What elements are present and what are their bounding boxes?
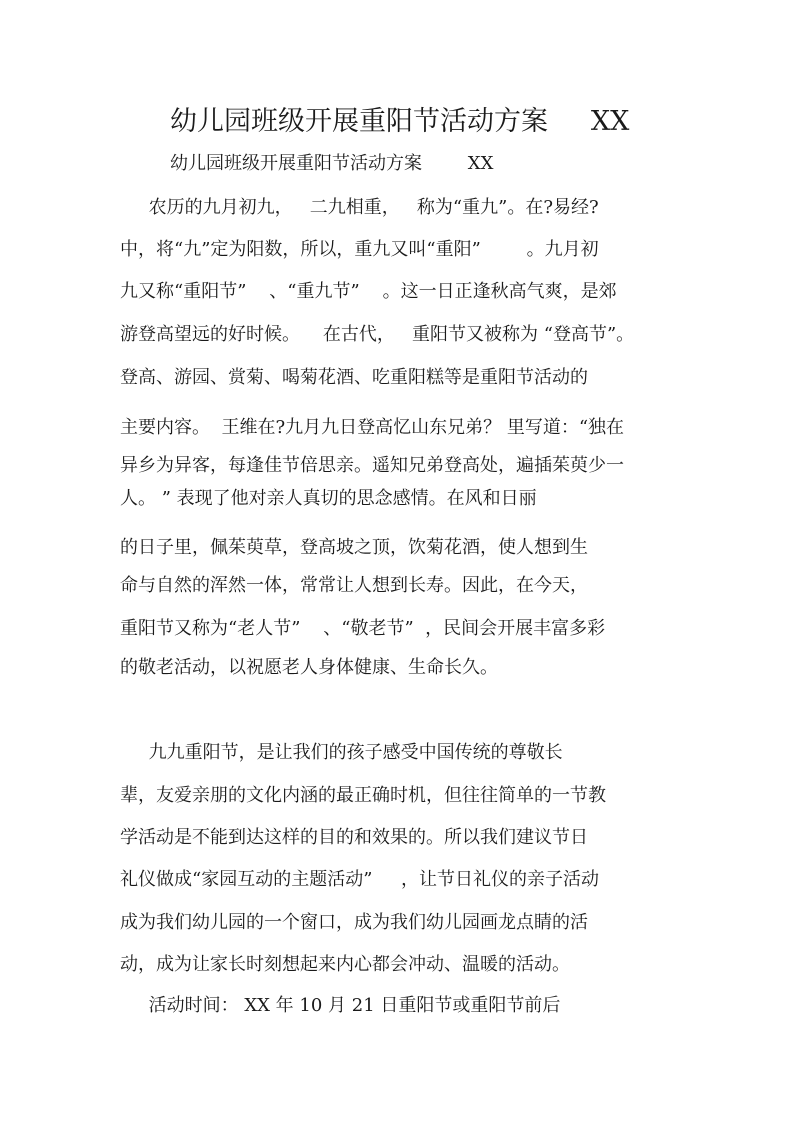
paragraph1-line: 人。 ” 表现了他对亲人真切的思念感情。在风和日丽 — [120, 488, 537, 509]
paragraph1-line: 重阳节又称为“老人节” 、“敬老节” ，民间会开展丰富多彩 — [120, 618, 606, 639]
paragraph2-line: 辈，友爱亲朋的文化内涵的最正确时机，但往往简单的一节教 — [120, 785, 606, 806]
paragraph1-line: 异乡为异客，每逢佳节倍思亲。遥知兄弟登高处，遍插茱萸少一 — [120, 455, 624, 476]
paragraph1-line: 主要内容。 王维在?九月九日登高忆山东兄弟？ 里写道：“独在 — [120, 417, 625, 438]
paragraph1-line: 的日子里，佩茱萸草，登高坡之顶，饮菊花酒，使人想到生 — [120, 537, 588, 558]
paragraph2-line: 成为我们幼儿园的一个窗口，成为我们幼儿园画龙点睛的活 — [120, 912, 588, 933]
paragraph2-line: 九九重阳节，是让我们的孩子感受中国传统的尊敬长 — [120, 742, 563, 763]
paragraph1-line: 的敬老活动，以祝愿老人身体健康、生命长久。 — [120, 657, 498, 678]
paragraph1-line: 农历的九月初九， 二九相重， 称为“重九”。在?易经? — [120, 197, 599, 218]
paragraph1-line: 登高、游园、赏菊、喝菊花酒、吃重阳糕等是重阳节活动的 — [120, 367, 588, 388]
document-title: 幼儿园班级开展重阳节活动方案 XX — [170, 106, 630, 137]
paragraph1-line: 九又称“重阳节” 、“重九节” 。这一日正逢秋高气爽，是郊 — [120, 281, 617, 302]
paragraph2-line: 学活动是不能到达这样的目的和效果的。所以我们建议节日 — [120, 827, 588, 848]
paragraph2-line: 动，成为让家长时刻想起来内心都会冲动、温暖的活动。 — [120, 954, 570, 975]
activity-time: 活动时间： XX 年 10 月 21 日重阳节或重阳节前后 — [120, 995, 561, 1016]
paragraph1-line: 命与自然的浑然一体，常常让人想到长寿。因此，在今天， — [120, 575, 588, 596]
paragraph1-line: 中，将“九”定为阳数，所以，重九又叫“重阳” 。九月初 — [120, 239, 599, 260]
document-subtitle: 幼儿园班级开展重阳节活动方案 XX — [170, 153, 494, 174]
paragraph1-line: 游登高望远的好时候。 在古代， 重阳节又被称为 “登高节”。 — [120, 324, 635, 345]
paragraph2-line: 礼仪做成“家园互动的主题活动” ，让节日礼仪的亲子活动 — [120, 869, 600, 890]
